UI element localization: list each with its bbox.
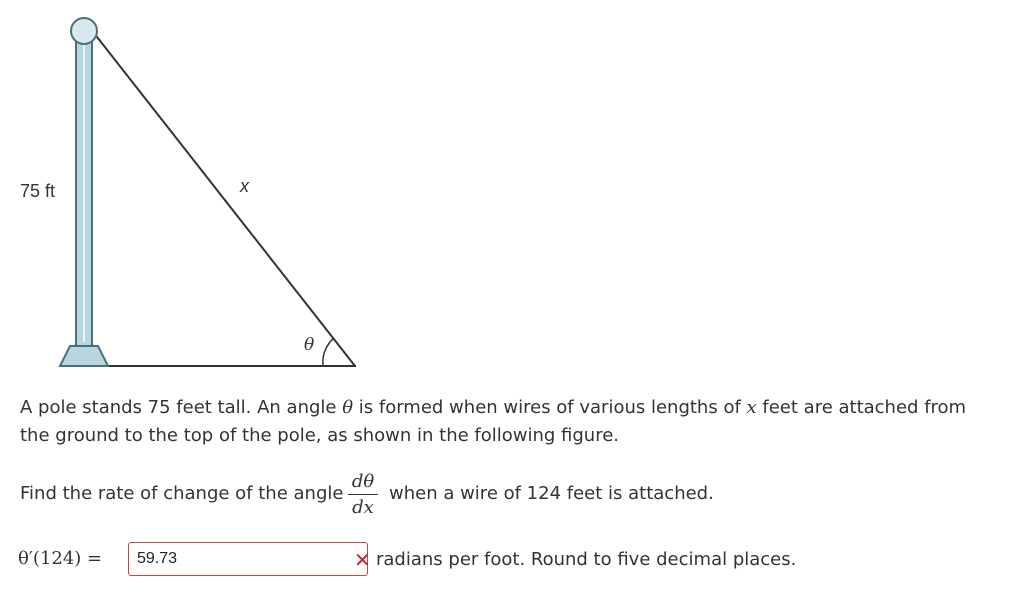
incorrect-x-icon: ✕: [354, 548, 371, 572]
answer-input[interactable]: [128, 542, 368, 576]
problem-statement: A pole stands 75 feet tall. An angle θ is formed when wires of various lengths of x feet are attached from the ground to the top of the pole, as shown in the following figure.: [20, 397, 967, 446]
height-label: 75 ft: [20, 181, 56, 201]
find-prefix: Find the rate of change of the angle: [20, 483, 344, 504]
angle-label: θ: [304, 335, 315, 355]
theta-symbol: θ: [342, 397, 354, 418]
answer-lhs: θ′(124) =: [18, 548, 103, 569]
fraction-denominator: dx: [352, 497, 374, 518]
pole-top-knob: [71, 18, 97, 44]
wire-line: [90, 28, 355, 366]
hypotenuse-label: x: [240, 176, 249, 196]
derivative-fraction: [346, 470, 380, 519]
answer-units-instruction: radians per foot. Round to five decimal places.: [376, 549, 797, 570]
x-symbol: x: [746, 397, 757, 418]
fraction-numerator: dθ: [351, 471, 375, 492]
pole-wire-figure: [0, 0, 380, 380]
angle-arc: [323, 338, 334, 366]
find-suffix: when a wire of 124 feet is attached.: [389, 483, 714, 504]
pole-base: [60, 346, 108, 366]
